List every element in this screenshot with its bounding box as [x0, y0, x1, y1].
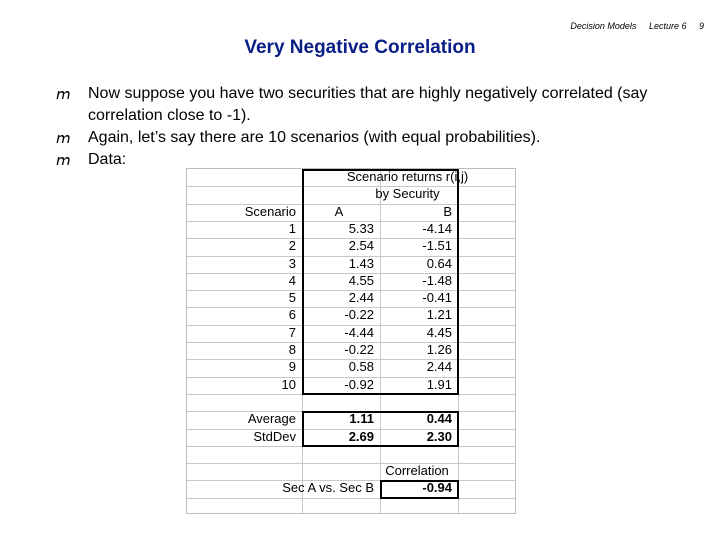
- bullet-icon: 𝘮: [56, 129, 71, 147]
- scenario-number: 6: [288, 307, 296, 323]
- average-b: 0.44: [426, 411, 452, 427]
- stddev-b: 2.30: [426, 428, 452, 444]
- return-b: 1.91: [426, 376, 452, 392]
- bullet-text: Now suppose you have two securities that are highly negatively correlated (say correlation close to -1).: [88, 85, 648, 124]
- correlation-border: [380, 480, 459, 498]
- spreadsheet-table: [186, 168, 516, 514]
- return-b: -0.41: [422, 290, 452, 306]
- return-a: 2.44: [348, 290, 374, 306]
- stddev-a: 2.69: [348, 428, 374, 444]
- slide-header: [570, 21, 704, 31]
- correlation-label: Sec A vs. Sec B: [282, 480, 374, 496]
- bullet-icon: 𝘮: [56, 151, 71, 169]
- scenario-number: 4: [288, 272, 296, 288]
- table-caption: Scenario returns r(i,j): [346, 169, 469, 184]
- return-b: -1.48: [422, 272, 452, 288]
- scenario-number: 3: [288, 255, 296, 271]
- return-a: 5.33: [348, 220, 374, 236]
- stddev-label: StdDev: [253, 428, 296, 444]
- return-a: 1.43: [348, 255, 374, 271]
- scenario-number: 5: [288, 290, 296, 306]
- column-header-scenario: Scenario: [244, 203, 296, 219]
- scenario-number: 10: [281, 376, 296, 392]
- course-name: Decision Models: [570, 21, 637, 31]
- column-header-a: A: [334, 203, 344, 219]
- bullet-icon: 𝘮: [56, 85, 71, 103]
- return-a: 0.58: [348, 359, 374, 375]
- return-a: -4.44: [344, 324, 374, 340]
- return-b: 4.45: [426, 324, 452, 340]
- return-b: -1.51: [422, 238, 452, 254]
- average-label: Average: [247, 411, 296, 427]
- return-a: -0.22: [344, 307, 374, 323]
- return-b: -4.14: [422, 220, 452, 236]
- scenario-number: 2: [288, 238, 296, 254]
- lecture-number: Lecture 6: [648, 21, 687, 31]
- bullet-item: [56, 83, 656, 127]
- return-b: 2.44: [426, 359, 452, 375]
- bullet-text: Data:: [88, 151, 127, 168]
- table-caption: by Security: [375, 186, 440, 202]
- return-b: 0.64: [426, 255, 452, 271]
- return-a: -0.22: [344, 342, 374, 357]
- grid-line: [187, 498, 515, 499]
- grid-line: [187, 463, 515, 464]
- correlation-header: Correlation: [385, 463, 449, 479]
- return-b: 1.26: [426, 342, 452, 357]
- correlation-value: -0.94: [422, 480, 452, 496]
- bullet-item: [56, 127, 656, 149]
- bullet-list: [56, 83, 656, 171]
- return-a: -0.92: [344, 376, 374, 392]
- bullet-text: Again, let’s say there are 10 scenarios (with equal probabilities).: [88, 129, 541, 146]
- return-b: 1.21: [426, 307, 452, 323]
- return-a: 4.55: [348, 272, 374, 288]
- column-header-b: B: [443, 203, 452, 219]
- summary-border: [302, 411, 459, 447]
- scenario-number: 1: [288, 220, 296, 236]
- average-a: 1.11: [349, 411, 374, 427]
- returns-border: [302, 169, 459, 395]
- return-a: 2.54: [348, 238, 374, 254]
- slide-title: Very Negative Correlation: [244, 37, 476, 58]
- scenario-number: 8: [288, 342, 296, 357]
- scenario-number: 7: [288, 324, 296, 340]
- page-number: 9: [698, 21, 704, 31]
- scenario-number: 9: [288, 359, 296, 375]
